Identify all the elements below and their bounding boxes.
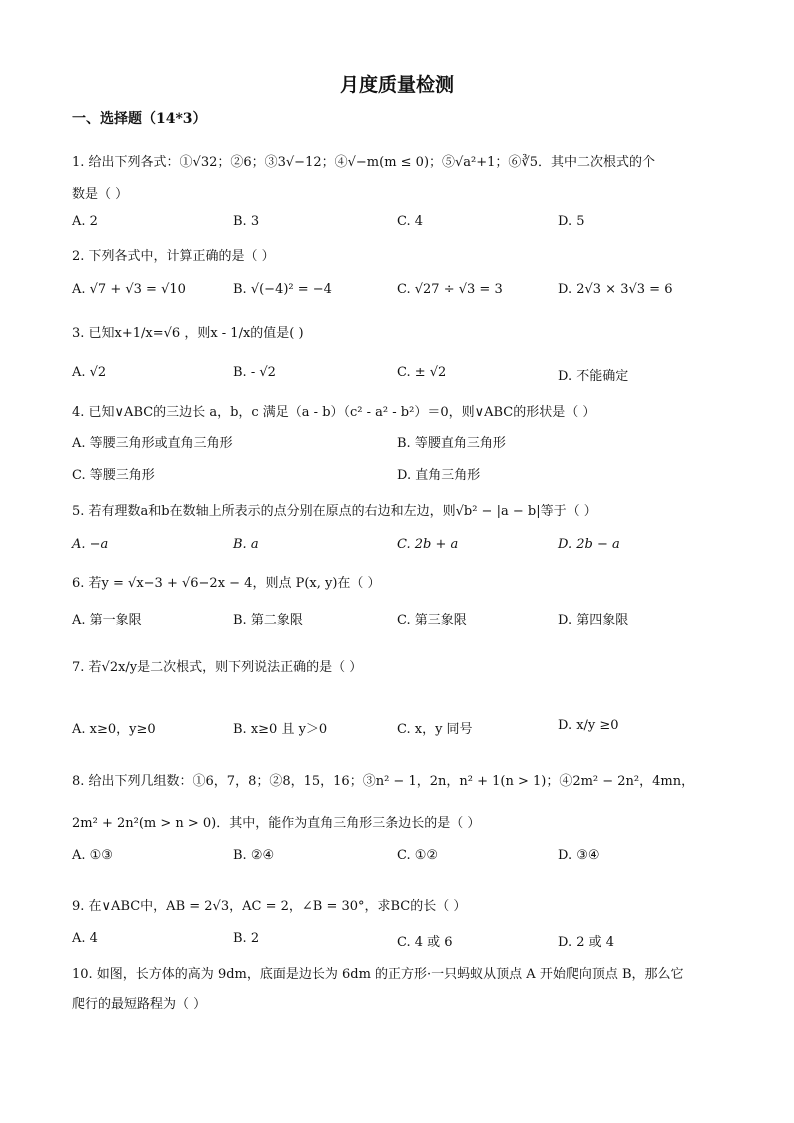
question-9-option-a: A. 4 bbox=[72, 931, 98, 946]
question-10-stem-line-2: 爬行的最短路程为（ ） bbox=[72, 997, 207, 1012]
question-2-option-c: C. √27 ÷ √3 = 3 bbox=[397, 282, 503, 297]
question-8-stem-line-1: 8. 给出下列几组数：①6，7，8；②8，15，16；③n² − 1，2n，n² + 1(n > 1)；④2m² − 2n²，4mn， bbox=[72, 774, 695, 789]
question-2-option-b: B. √(−4)² = −4 bbox=[233, 282, 332, 297]
question-6-option-a: A. 第一象限 bbox=[72, 613, 142, 628]
question-1-option-b: B. 3 bbox=[233, 214, 260, 229]
question-6-option-b: B. 第二象限 bbox=[233, 613, 303, 628]
question-3-option-a: A. √2 bbox=[72, 365, 107, 380]
question-3-option-b: B. - √2 bbox=[233, 365, 276, 380]
question-4-option-b: B. 等腰直角三角形 bbox=[397, 436, 506, 451]
question-3-option-c: C. ± √2 bbox=[397, 365, 447, 380]
question-1-option-a: A. 2 bbox=[72, 214, 98, 229]
question-8-option-b: B. ②④ bbox=[233, 848, 275, 863]
question-10-stem-line-1: 10. 如图，长方体的高为 9dm，底面是边长为 6dm 的正方形·一只蚂蚁从顶点 A 开始爬向顶点 B，那么它 bbox=[72, 967, 684, 982]
question-5-stem: 5. 若有理数a和b在数轴上所表示的点分别在原点的右边和左边，则√b² − |a − b|等于（ ） bbox=[72, 504, 597, 519]
question-8-option-a: A. ①③ bbox=[72, 848, 113, 863]
question-4-stem: 4. 已知∨ABC的三边长 a，b，c 满足（a - b）（c² - a² - b²）＝0，则∨ABC的形状是（ ） bbox=[72, 405, 596, 420]
question-7-option-d: D. x/y ≥0 bbox=[558, 718, 619, 733]
question-5-option-d: D. 2b − a bbox=[558, 537, 620, 552]
question-9-option-c: C. 4 或 6 bbox=[397, 935, 453, 950]
question-9-option-b: B. 2 bbox=[233, 931, 260, 946]
question-8-option-d: D. ③④ bbox=[558, 848, 600, 863]
question-5-option-b: B. a bbox=[233, 537, 259, 552]
question-9-option-d: D. 2 或 4 bbox=[558, 935, 615, 950]
question-1-option-c: C. 4 bbox=[397, 214, 424, 229]
question-8-stem-line-2: 2m² + 2n²(m > n > 0)．其中，能作为直角三角形三条边长的是（ ） bbox=[72, 816, 481, 831]
question-2-stem: 2. 下列各式中，计算正确的是（ ） bbox=[72, 249, 275, 264]
question-6-option-c: C. 第三象限 bbox=[397, 613, 467, 628]
question-2-option-a: A. √7 + √3 = √10 bbox=[72, 282, 186, 297]
question-5-option-c: C. 2b + a bbox=[397, 537, 459, 552]
question-1-stem-line-1: 1. 给出下列各式：①√32；②6；③3√−12；④√−m(m ≤ 0)；⑤√a²+1；⑥∛5．其中二次根式的个 bbox=[72, 155, 655, 170]
question-2-option-d: D. 2√3 × 3√3 = 6 bbox=[558, 282, 673, 297]
question-4-option-c: C. 等腰三角形 bbox=[72, 468, 155, 483]
question-7-stem: 7. 若√2x/y是二次根式，则下列说法正确的是（ ） bbox=[72, 660, 363, 675]
question-7-option-b: B. x≥0 且 y＞0 bbox=[233, 722, 328, 737]
question-1-option-d: D. 5 bbox=[558, 214, 585, 229]
section-heading: 一、选择题（14*3） bbox=[72, 111, 207, 127]
question-7-option-a: A. x≥0，y≥0 bbox=[72, 722, 156, 737]
question-1-stem-line-2: 数是（ ） bbox=[72, 187, 129, 202]
question-9-stem: 9. 在∨ABC中，AB = 2√3，AC = 2，∠B = 30°，求BC的长（ ） bbox=[72, 899, 467, 914]
question-7-option-c: C. x，y 同号 bbox=[397, 722, 473, 737]
question-3-stem: 3. 已知x+1/x=√6 ，则x - 1/x的值是( ) bbox=[72, 326, 304, 341]
page-title: 月度质量检测 bbox=[339, 74, 454, 96]
question-4-option-d: D. 直角三角形 bbox=[397, 468, 481, 483]
question-3-option-d: D. 不能确定 bbox=[558, 369, 629, 384]
question-8-option-c: C. ①② bbox=[397, 848, 439, 863]
question-6-stem: 6. 若y = √x−3 + √6−2x − 4，则点 P(x, y)在（ ） bbox=[72, 576, 381, 591]
question-5-option-a: A. −a bbox=[72, 537, 109, 552]
question-4-option-a: A. 等腰三角形或直角三角形 bbox=[72, 436, 233, 451]
question-6-option-d: D. 第四象限 bbox=[558, 613, 629, 628]
